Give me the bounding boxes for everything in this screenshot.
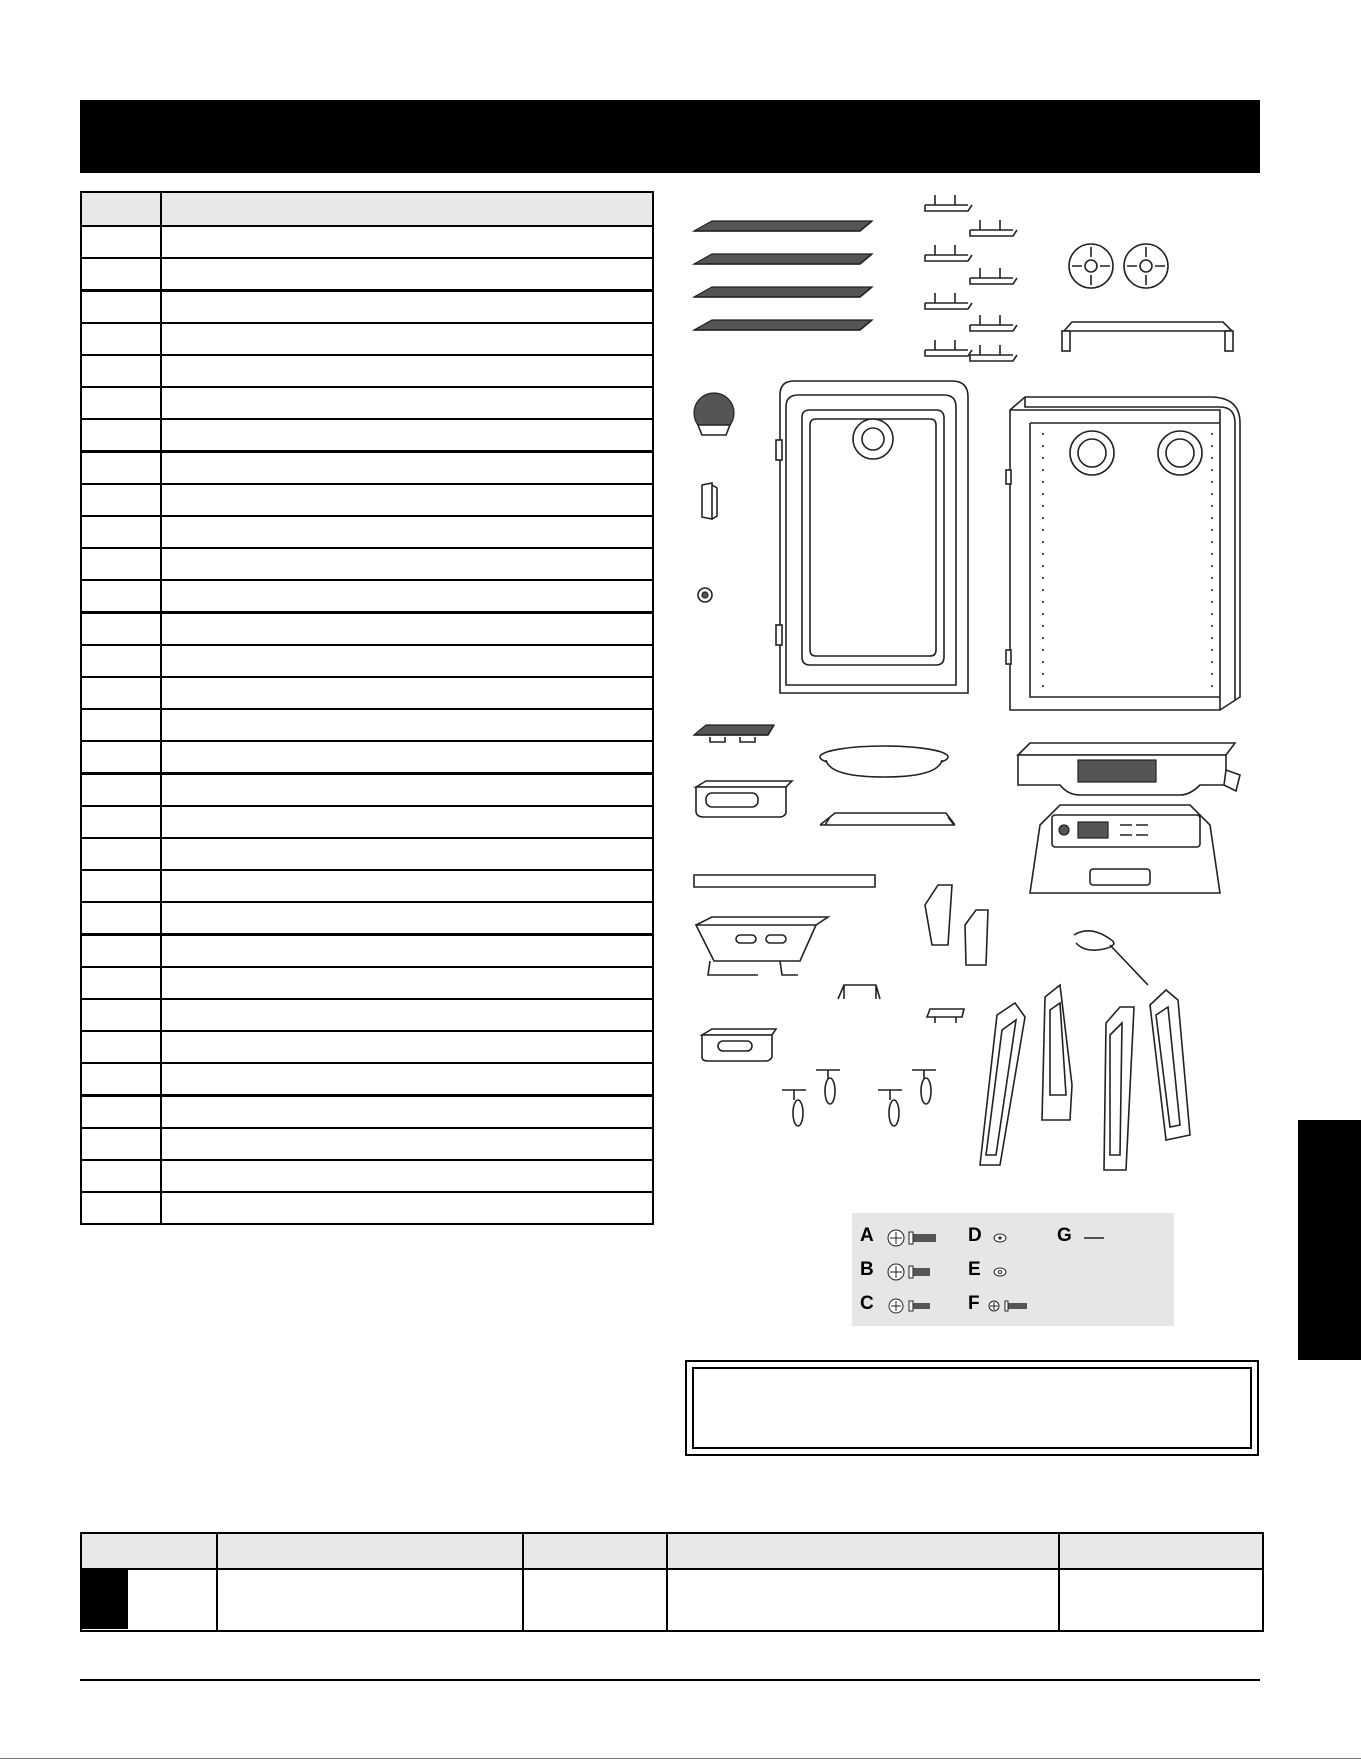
parts-table-row [81,323,653,355]
parts-cell-description [161,999,653,1031]
parts-list-table [80,191,654,1225]
legs [980,985,1190,1170]
parts-cell-description [161,806,653,838]
parts-cell-description [161,1160,653,1192]
side-language-tab [1298,1120,1361,1360]
parts-cell-number [81,516,161,548]
parts-cell-number [81,613,161,646]
caster [878,1090,902,1126]
info-table-header [81,1533,1263,1569]
parts-cell-description [161,741,653,774]
parts-cell-description [161,709,653,741]
cooking-rack [694,287,872,297]
parts-cell-number [81,452,161,485]
parts-cell-description [161,484,653,516]
parts-cell-description [161,419,653,452]
info-header-cell [217,1533,523,1569]
parts-table-row [81,999,653,1031]
parts-cell-description [161,452,653,485]
parts-table-row [81,967,653,999]
drip-tray [694,725,774,742]
parts-table-row [81,387,653,419]
hardware-label-f: F [968,1293,980,1314]
parts-cell-number [81,419,161,452]
water-bowl [820,746,948,777]
door-handle [702,483,717,519]
parts-cell-number [81,226,161,258]
meat-probe [1074,931,1148,985]
footer-rule [80,1679,1260,1681]
parts-table-row [81,258,653,291]
notice-box-inner [692,1367,1252,1449]
side-brackets [925,885,988,965]
parts-cell-number [81,291,161,324]
parts-table-row [81,548,653,580]
parts-table-row [81,355,653,387]
hardware-label-g: G [1057,1225,1072,1246]
rack-rod [820,813,955,825]
parts-cell-description [161,1128,653,1160]
parts-cell-description [161,1063,653,1096]
parts-cell-description [161,580,653,613]
cooking-rack [694,320,872,330]
parts-cell-number [81,548,161,580]
parts-cell-number [81,709,161,741]
grease-tray [696,781,792,817]
parts-cell-description [161,613,653,646]
parts-cell-description [161,1031,653,1063]
parts-cell-description [161,967,653,999]
info-cell [523,1569,667,1631]
door [776,381,968,693]
parts-cell-description [161,387,653,419]
parts-table-body [81,226,653,1224]
screw-f-icon [989,1301,1027,1311]
parts-table-row [81,935,653,968]
parts-table-row [81,709,653,741]
title-bar [80,100,1260,173]
parts-cell-number [81,1063,161,1096]
parts-cell-description [161,291,653,324]
parts-cell-number [81,258,161,291]
logo-badge [694,393,734,435]
nut-d-icon [994,1234,1006,1242]
parts-table-row [81,1096,653,1129]
info-header-cell [523,1533,667,1569]
washer-e-icon [994,1268,1006,1276]
hardware-label-d: D [968,1225,982,1246]
cooking-rack [694,221,872,231]
wood-chip-box [696,917,828,975]
parts-cell-number [81,1031,161,1063]
parts-table-row [81,741,653,774]
parts-table-row [81,613,653,646]
caster [782,1090,806,1126]
parts-diagram [680,185,1260,1325]
vent-dampers [1069,244,1168,288]
controller-base [1018,743,1240,893]
parts-table-row [81,870,653,902]
parts-cell-number [81,838,161,870]
small-drawer [702,1029,776,1061]
knob [698,588,712,602]
parts-cell-description [161,355,653,387]
parts-table-row [81,452,653,485]
wood-chip-strip [694,875,875,887]
caster [912,1070,936,1104]
parts-cell-number [81,774,161,807]
caster [816,1070,840,1104]
parts-table-row [81,291,653,324]
parts-cell-number [81,967,161,999]
parts-table-row [81,1192,653,1224]
hinge-clip [927,1009,964,1023]
cooking-rack [694,254,872,264]
parts-cell-description [161,258,653,291]
smoker-cabinet [1006,397,1240,710]
parts-cell-description [161,516,653,548]
parts-cell-number [81,1096,161,1129]
leg [980,1003,1025,1165]
parts-table-row [81,226,653,258]
parts-table-row [81,419,653,452]
parts-cell-number [81,355,161,387]
parts-cell-number [81,870,161,902]
hardware-label-c: C [860,1293,874,1314]
parts-table-row [81,806,653,838]
parts-cell-description [161,935,653,968]
hardware-label-e: E [968,1259,981,1280]
leg [1042,985,1072,1120]
parts-cell-number [81,645,161,677]
info-header-cell [1059,1533,1263,1569]
info-table-row [81,1569,1263,1631]
parts-cell-description [161,902,653,935]
parts-cell-description [161,548,653,580]
parts-cell-description [161,323,653,355]
parts-cell-number [81,741,161,774]
bracket [838,985,880,999]
hardware-legend [852,1213,1174,1326]
parts-header-number [81,192,161,226]
parts-cell-description [161,677,653,709]
hardware-icons [852,1213,1174,1326]
parts-table-row [81,645,653,677]
hardware-label-b: B [860,1259,874,1280]
parts-table-row [81,516,653,548]
screw-a-icon [888,1230,936,1246]
parts-table-row [81,902,653,935]
parts-cell-number [81,902,161,935]
parts-cell-description [161,645,653,677]
parts-cell-number [81,806,161,838]
casters [782,1070,936,1126]
parts-table-row [81,1160,653,1192]
parts-cell-description [161,1096,653,1129]
info-table-black-marker [82,1569,128,1629]
info-header-cell [667,1533,1059,1569]
parts-table-row [81,484,653,516]
cooking-racks [694,221,872,330]
parts-header-description [161,192,653,226]
parts-table-row [81,677,653,709]
product-info-table [80,1532,1264,1632]
parts-table-row [81,1031,653,1063]
notice-box [685,1360,1259,1456]
info-cell [217,1569,523,1631]
screw-c-icon [889,1299,930,1313]
leg [1104,1007,1134,1170]
parts-table-row [81,1063,653,1096]
parts-cell-number [81,935,161,968]
parts-table-row [81,838,653,870]
parts-table-row [81,580,653,613]
parts-cell-number [81,387,161,419]
parts-cell-number [81,323,161,355]
parts-cell-number [81,1128,161,1160]
parts-table-header [81,192,653,226]
parts-cell-number [81,580,161,613]
rack-supports [925,195,1017,361]
parts-cell-description [161,838,653,870]
leg [1150,990,1190,1140]
parts-cell-number [81,1160,161,1192]
parts-cell-description [161,226,653,258]
parts-cell-number [81,1192,161,1224]
hardware-label-a: A [860,1225,874,1246]
page-bottom-edge [0,1758,1361,1759]
info-cell [1059,1569,1263,1631]
info-cell [667,1569,1059,1631]
parts-cell-description [161,870,653,902]
parts-table-row [81,774,653,807]
parts-cell-description [161,774,653,807]
parts-cell-number [81,999,161,1031]
info-header-cell [81,1533,217,1569]
parts-cell-number [81,484,161,516]
screw-b-icon [888,1264,930,1280]
parts-cell-description [161,1192,653,1224]
parts-cell-number [81,677,161,709]
parts-table-row [81,1128,653,1160]
top-handle [1062,322,1233,351]
